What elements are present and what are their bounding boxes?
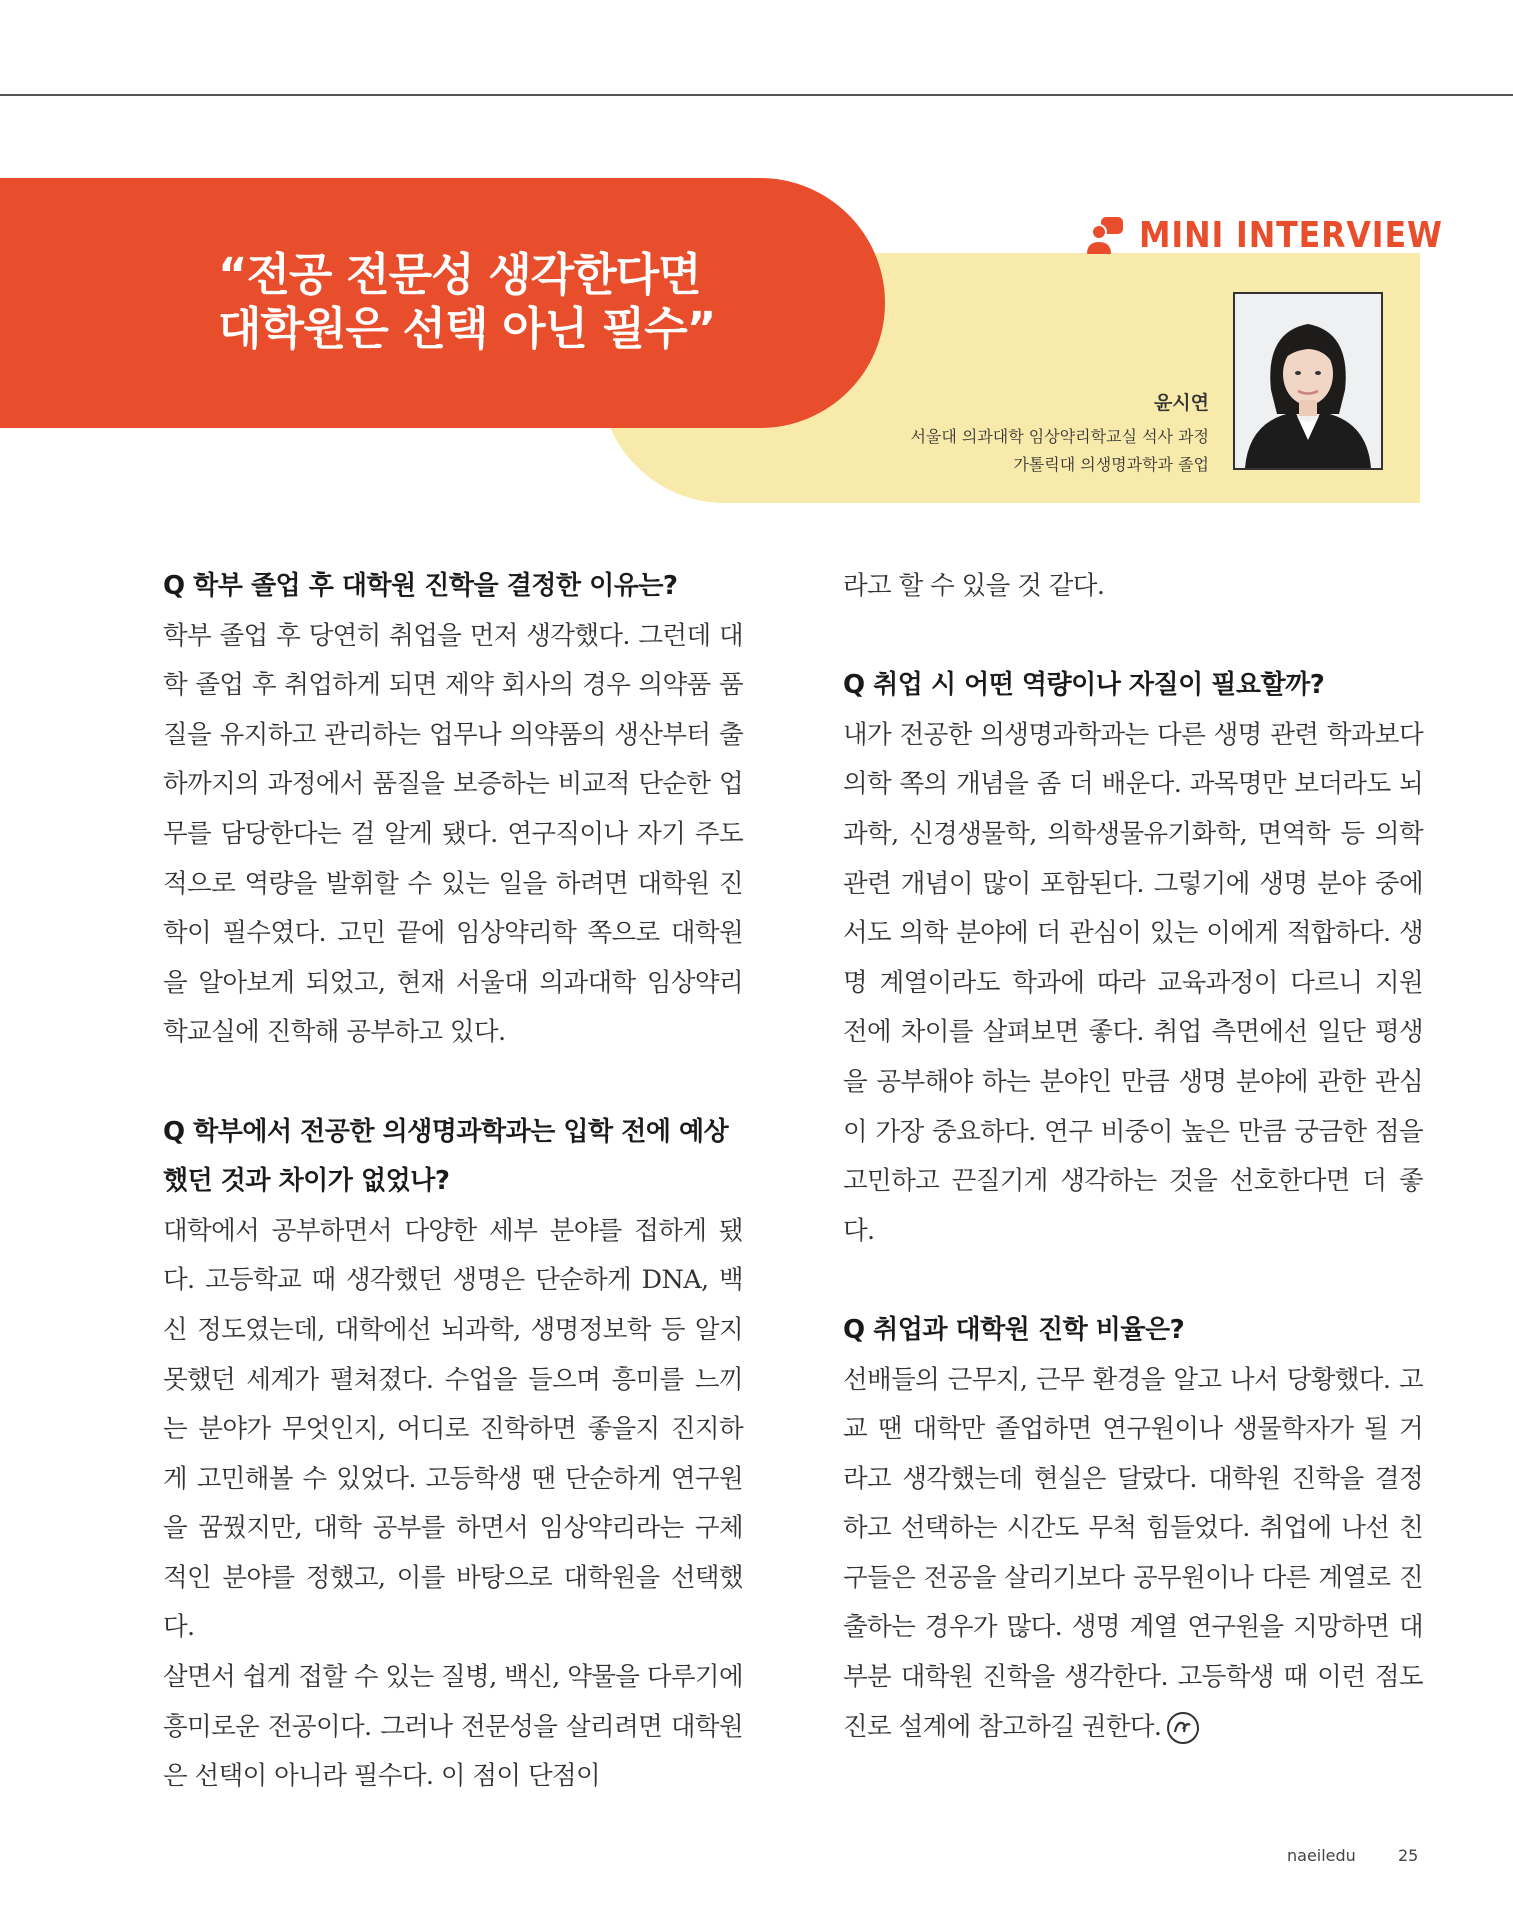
right-column <box>843 562 1423 1752</box>
interviewee-name: 윤시연 <box>1153 392 1209 414</box>
section-label <box>1085 212 1484 258</box>
mini-interview-label: MINI INTERVIEW <box>1139 214 1443 256</box>
question-1: Q 학부 졸업 후 대학원 진학을 결정한 이유는? <box>163 571 678 601</box>
top-rule <box>0 94 1513 96</box>
interviewee-photo <box>1233 292 1383 470</box>
interview-people-icon <box>1085 215 1127 255</box>
answer-3: 내가 전공한 의생명과학과는 다른 생명 관련 학과보다 의학 쪽의 개념을 좀 더 배운다. 과목명만 보더라도 뇌과학, 신경생물학, 의학생물유기화학, 면역학 등 의학 관련 개념이 많이 포함된다. 그렇기에 생명 분야 중에서도 의학 분야에 더 관심이 있는 이에게 적합하다. 생명 계열이라도 학과에 따라 교육과정이 다르니 지원 전에 차이를 살펴보면 좋다. 취업 측면에선 일단 평생을 공부해야 하는 분야인 만큼 생명 분야에 관한 관심이 가장 중요하다. 연구 비중이 높은 만큼 궁금한 점을 고민하고 끈질기게 생각하는 것을 선호한다면 더 좋다. <box>843 719 1423 1246</box>
headline-line-1: “전공 전문성 생각한다면 <box>218 248 701 301</box>
question-2: Q 학부에서 전공한 의생명과학과는 입학 전에 예상했던 것과 차이가 없었나? <box>163 1116 729 1197</box>
headline <box>218 248 838 356</box>
footer-brand: naeiledu <box>1287 1846 1356 1865</box>
interviewee-info <box>910 388 1209 479</box>
answer-2-continued: 라고 할 수 있을 것 같다. <box>843 571 1105 601</box>
question-4: Q 취업과 대학원 진학 비율은? <box>843 1314 1185 1345</box>
answer-1: 학부 졸업 후 당연히 취업을 먼저 생각했다. 그런데 대학 졸업 후 취업하게 되면 제약 회사의 경우 의약품 품질을 유지하고 관리하는 업무나 의약품의 생산부터 출하까지의 과정에서 품질을 보증하는 비교적 단순한 업무를 담당한다는 걸 알게 됐다. 연구직이나 자기 주도적으로 역량을 발휘할 수 있는 일을 하려면 대학원 진학이 필수였다. 고민 끝에 임상약리학 쪽으로 대학원을 알아보게 되었고, 현재 서울대 의과대학 임상약리학교실에 진학해 공부하고 있다. <box>163 620 743 1048</box>
answer-2: 대학에서 공부하면서 다양한 세부 분야를 접하게 됐다. 고등학교 때 생각했던 생명은 단순하게 DNA, 백신 정도였는데, 대학에선 뇌과학, 생명정보학 등 알지 못했던 세계가 펼쳐졌다. 수업을 들으며 흥미를 느끼는 분야가 무엇인지, 어디로 진학하면 좋을지 진지하게 고민해볼 수 있었다. 고등학생 땐 단순하게 연구원을 꿈꿨지만, 대학 공부를 하면서 임상약리라는 구체적인 분야를 정했고, 이를 바탕으로 대학원을 선택했다. <box>163 1215 744 1643</box>
left-column <box>163 562 743 1802</box>
answer-2-paragraph-2: 살면서 쉽게 접할 수 있는 질병, 백신, 약물을 다루기에 흥미로운 전공이다. 그러나 전문성을 살리려면 대학원은 선택이 아니라 필수다. 이 점이 단점이 <box>163 1662 743 1792</box>
interviewee-affiliation: 서울대 의과대학 임상약리학교실 석사 과정 <box>910 427 1209 446</box>
page-number: 25 <box>1398 1846 1419 1865</box>
answer-4-text: 선배들의 근무지, 근무 환경을 알고 나서 당황했다. 고교 땐 대학만 졸업하면 연구원이나 생물학자가 될 거라고 생각했는데 현실은 달랐다. 대학원 진학을 결정하고 선택하는 시간도 무척 힘들었다. 취업에 나선 친구들은 전공을 살리기보다 공무원이나 다른 계열로 진출하는 경우가 많다. 생명 계열 연구원을 지망하면 대부분 대학원 진학을 생각한다. 고등학생 때 이런 점도 진로 설계에 참고하길 권한다. <box>843 1364 1423 1742</box>
end-mark-icon <box>1167 1712 1199 1744</box>
headline-line-2: 대학원은 선택 아닌 필수” <box>218 302 716 355</box>
answer-4 <box>843 1356 1423 1753</box>
interviewee-education: 가톨릭대 의생명과학과 졸업 <box>1013 455 1209 474</box>
question-3: Q 취업 시 어떤 역량이나 자질이 필요할까? <box>843 670 1325 701</box>
portrait-illustration <box>1235 294 1381 468</box>
